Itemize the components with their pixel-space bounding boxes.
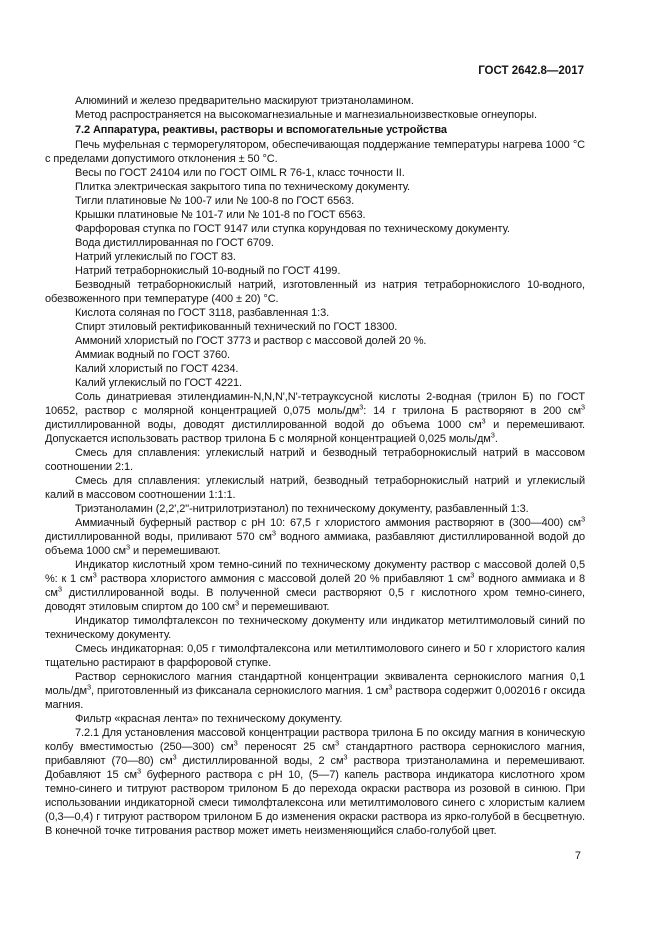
document-id: ГОСТ 2642.8—2017 (478, 65, 584, 77)
superscript: 3 (343, 752, 348, 762)
text-run: и перемешивают. (239, 601, 330, 613)
paragraph-method-scope: Метод распространяется на высокомагнезиальные и магнезиальноизвестковые огнеупоры. (75, 109, 537, 121)
text-run: и перемешивают. Допускается использовать раствор трилона Б с молярной концентрацией 0,025 моль/дм (45, 419, 585, 445)
superscript: 3 (137, 766, 142, 776)
text-run: Соль динатриевая этилендиамин-N,N,N',N'-тетрауксусной кислоты 2-водная (трилон Б) по ГОСТ 10652, раствор с молярной концентрацией 0,075 моль/дм (45, 391, 585, 417)
text-run: стандартного раствора сернокислого магния, прибавляют (70—80) см (45, 741, 585, 767)
text-run: водного аммиака, разбавляют дистиллированной водой до объема 1000 см (45, 531, 585, 557)
reagent-distilled-water: Вода дистиллированная по ГОСТ 6709. (75, 237, 274, 249)
equipment-scales: Весы по ГОСТ 24104 или по ГОСТ OIML R 76-1, класс точности II. (75, 167, 405, 179)
superscript: 3 (92, 570, 97, 580)
superscript: 3 (580, 514, 585, 524)
equipment-filter-red-band: Фильтр «красная лента» по техническому документу. (75, 713, 343, 725)
paragraph-7-2-1-procedure (45, 726, 585, 838)
superscript: 3 (271, 528, 276, 538)
reagent-potassium-chloride: Калий хлористый по ГОСТ 4234. (75, 363, 239, 375)
superscript: 3 (125, 542, 131, 552)
text-run: Индикатор кислотный хром темно-синий по техническому документу раствор с массовой долей 0,5 %: к 1 см (45, 559, 585, 585)
equipment-platinum-lids: Крышки платиновые № 101-7 или № 101-8 по ГОСТ 6563. (75, 209, 366, 221)
text-run: дистиллированной воды. В полученной смеси растворяют 0,5 г кислотного хром темно-синего, доводят этиловым спиртом до 100 см (45, 587, 585, 613)
text-run: водного аммиака и 8 см (45, 573, 585, 599)
equipment-muffle-furnace: Печь муфельная с терморегулятором, обеспечивающая поддержание температуры нагрева 1000 °С с пределами допустимого отклонения ± 50 °С. (45, 139, 585, 165)
reagent-aqueous-ammonia: Аммиак водный по ГОСТ 3760. (75, 349, 230, 361)
text-run: раствора триэтаноламина и перемешивают. Добавляют 15 см (45, 755, 585, 781)
superscript: 3 (490, 430, 495, 440)
equipment-platinum-crucibles: Тигли платиновые № 100-7 или № 100-8 по ГОСТ 6563. (75, 195, 355, 207)
reagent-indicator-mixture: Смесь индикаторная: 0,05 г тимолфталексона или метилтимолового синего и 50 г хлористого калия тщательно растирают в фарфоровой ступке. (45, 643, 585, 669)
reagent-ethyl-alcohol: Спирт этиловый ректификованный технический по ГОСТ 18300. (75, 321, 398, 333)
superscript: 3 (57, 584, 62, 594)
superscript: 3 (334, 738, 340, 748)
reagent-ammonium-chloride: Аммоний хлористый по ГОСТ 3773 и раствор с массовой долей 20 %. (75, 335, 427, 347)
paragraph-masking-note: Алюминий и железо предварительно маскируют триэтаноламином. (75, 95, 414, 107)
equipment-hot-plate: Плитка электрическая закрытого типа по техническому документу. (75, 181, 411, 193)
superscript: 3 (233, 738, 238, 748)
reagent-potassium-carbonate: Калий углекислый по ГОСТ 4221. (75, 377, 242, 389)
text-run: переносят 25 см (237, 741, 335, 753)
text-run: 7.2.1 Для установления массовой концентрации раствора трилона Б по оксиду магния в коническую колбу вместимостью (250—300) см (45, 727, 585, 753)
reagent-fusion-mixture-2-1: Смесь для сплавления: углекислый натрий и безводный тетраборнокислый натрий в массовом соотношении 2:1. (45, 447, 585, 473)
superscript: 3 (86, 682, 91, 692)
text-run: Раствор сернокислого магния стандартной концентрации эквивалента сернокислого магния 0,1 моль/дм (45, 671, 585, 697)
text-run: буферного раствора с рН 10, (5—7) капель раствора индикатора кислотного хром темно-синего и титруют раствором трилоном Б до перехода окраски раствора из розовой в синюю. При использовании индикаторной смеси тимолфталексона или метилтимолового синего с хлористым калием (0,3—0,4) г титруют раствором трилоном Б до изменения окраски раствора из ярко-голубой в бесцветную. В конечной точке титрования раствор может иметь неизменяющийся слабо-голубой цвет. (45, 769, 585, 837)
reagent-fusion-mixture-1-1-1: Смесь для сплавления: углекислый натрий, безводный тетраборнокислый натрий и углекислый калий в массовом соотношении 1:1:1. (45, 475, 585, 501)
text-run: дистиллированной воды, доводят дистиллированной водой до объема 1000 см (45, 419, 482, 431)
reagent-triethanolamine: Триэтаноламин (2,2',2"-нитрилотриэтанол) по техническому документу, разбавленный 1:3. (75, 503, 529, 515)
superscript: 3 (359, 402, 364, 412)
superscript: 3 (470, 570, 475, 580)
superscript: 3 (234, 598, 240, 608)
superscript: 3 (481, 416, 486, 426)
reagent-chrome-dark-blue-indicator (45, 558, 585, 614)
text-run: . (494, 433, 498, 445)
reagent-hydrochloric-acid: Кислота соляная по ГОСТ 3118, разбавленная 1:3. (75, 307, 330, 319)
page-number: 7 (574, 850, 581, 862)
section-heading-7-2: 7.2 Аппаратура, реактивы, растворы и вспомогательные устройства (75, 124, 447, 136)
superscript: 3 (388, 682, 393, 692)
text-run: раствора содержит 0,002016 г оксида магния. (45, 685, 585, 711)
reagent-sodium-tetraborate: Натрий тетраборнокислый 10-водный по ГОСТ 4199. (75, 265, 341, 277)
reagent-thymolphthalexone-indicator: Индикатор тимолфталексон по техническому документу или индикатор метилтимоловый синий по техническому документу. (45, 615, 585, 641)
text-run: Аммиачный буферный раствор с рН 10: 67,5 г хлористого аммония растворяют в (300—400) см (75, 517, 581, 529)
equipment-mortar: Фарфоровая ступка по ГОСТ 9147 или ступка корундовая по техническому документу. (75, 223, 510, 235)
reagent-trilon-b-solution (45, 390, 585, 446)
text-run: : 14 г трилона Б растворяют в 200 см (363, 405, 581, 417)
superscript: 3 (172, 752, 177, 762)
text-run: дистиллированной воды, приливают 570 см (45, 531, 272, 543)
document-body (45, 94, 585, 838)
text-run: , приготовленный из фиксанала сернокислого магния. 1 см (91, 685, 389, 697)
reagent-magnesium-sulfate-standard (45, 670, 585, 712)
superscript: 3 (580, 402, 585, 412)
reagent-ammonia-buffer (45, 516, 585, 558)
reagent-anhydrous-sodium-tetraborate: Безводный тетраборнокислый натрий, изготовленный из натрия тетраборнокислого 10-водного, обезвоженного при температуре (400 ± 20) °С. (45, 279, 585, 305)
reagent-sodium-carbonate: Натрий углекислый по ГОСТ 83. (75, 251, 236, 263)
text-run: раствора хлористого аммония с массовой долей 20 % прибавляют 1 см (96, 573, 471, 585)
text-run: и перемешивают. (130, 545, 221, 557)
text-run: дистиллированной воды, 2 см (176, 755, 344, 767)
